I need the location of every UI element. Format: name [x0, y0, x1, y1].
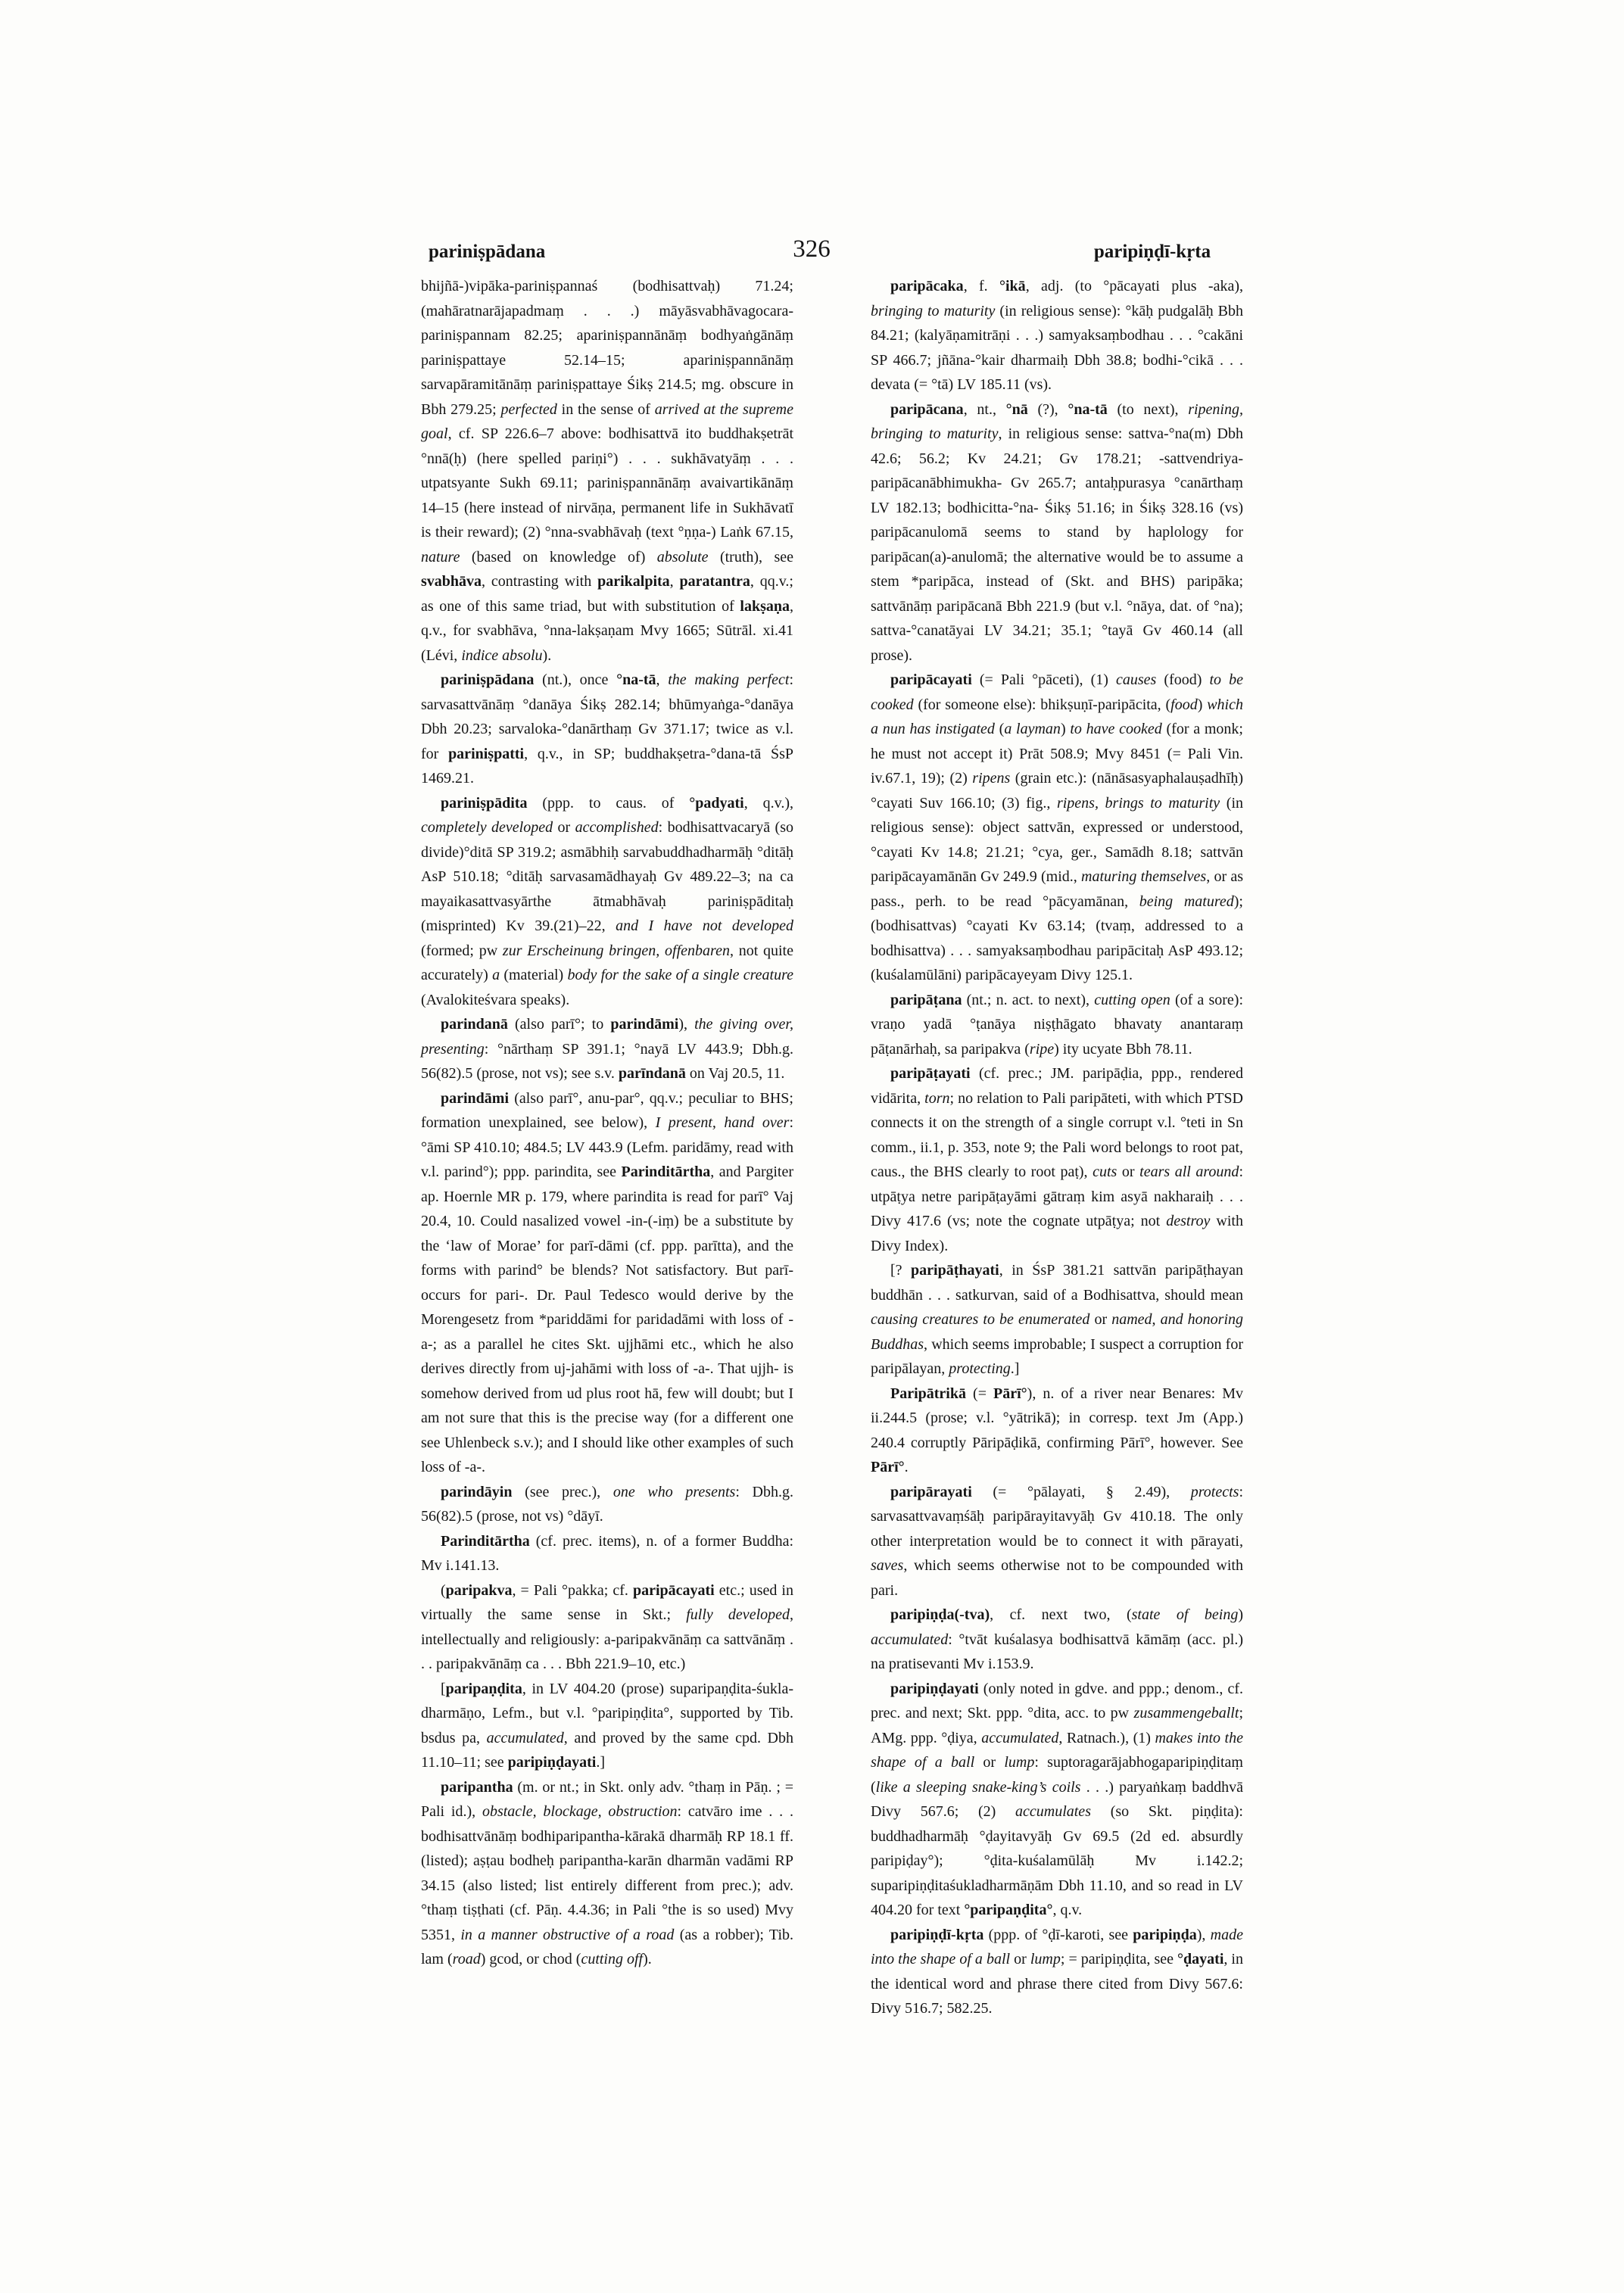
- bold-run: °ḍayati: [1177, 1951, 1224, 1967]
- text-run: in the sense of: [556, 400, 655, 418]
- text-run: ), n. of a river near Benares: Mv ii.244.5 (prose; v.l. °yātrikā); in corresp. text Jm (App.) 240.4 corruptly Pāripāḍikā, confirming Pārī°, however. See: [871, 1385, 1243, 1451]
- text-run: ; = paripiṇḍita, see: [1060, 1951, 1178, 1967]
- text-run: (: [441, 1581, 446, 1599]
- bold-run: Parinditārtha: [621, 1164, 711, 1180]
- italic-run: lump: [1030, 1951, 1061, 1967]
- italic-run: zur Erscheinung bringen, offenbaren: [502, 942, 730, 959]
- bold-run: paripāṭana: [890, 991, 962, 1008]
- bold-run: paripiṇḍayati: [890, 1680, 979, 1697]
- text-run: (Avalokiteśvara speaks).: [421, 991, 570, 1008]
- text-run: or: [1117, 1164, 1140, 1180]
- italic-run: tears all around: [1139, 1164, 1239, 1180]
- left-column: [421, 274, 793, 1972]
- text-run: , and proved by the same cpd. Dbh 11.10–11; see: [421, 1729, 793, 1771]
- text-run: (in religious sense): object sattvān, expressed or understood, °cayati Kv 14.8; 21.21; °cya, ger., Samādh 8.18; sattvān paripācayamānān Gv 249.9 (mid.,: [871, 794, 1243, 885]
- italic-run: accomplished: [575, 819, 659, 836]
- text-run: ,: [656, 671, 669, 688]
- text-run: (for someone else): bhikṣuṇī-paripācita, (: [913, 696, 1171, 713]
- text-run: , q.v.),: [743, 794, 793, 812]
- dictionary-entry: [421, 1775, 793, 1972]
- text-run: (=: [966, 1385, 993, 1402]
- italic-run: in a manner obstructive of a road: [460, 1926, 675, 1943]
- text-run: , = Pali °pakka; cf.: [512, 1581, 633, 1599]
- italic-run: ripens: [972, 770, 1011, 787]
- bold-run: pariniṣpādana: [441, 671, 535, 688]
- text-run: : °āmi SP 410.10; 484.5; LV 443.9 (Lefm. paridāmy, read with v.l. parind°); ppp. parindita, see: [421, 1114, 793, 1180]
- italic-run: absolute: [656, 548, 709, 565]
- text-run: (m. or nt.; in Skt. only adv. °thaṃ in Pāṇ. ; = Pali id.),: [421, 1778, 793, 1820]
- bold-run: Paripātrikā: [890, 1385, 966, 1402]
- text-run: ): [1060, 721, 1071, 737]
- bold-run: Pārī°: [993, 1385, 1027, 1402]
- dictionary-entry: [871, 1677, 1243, 1923]
- text-run: (formed; pw: [421, 942, 503, 959]
- bold-run: Pārī°: [871, 1459, 905, 1475]
- text-run: (?),: [1027, 400, 1068, 418]
- dictionary-entry: [871, 1603, 1243, 1677]
- italic-run: which a nun has instigated: [871, 696, 1243, 737]
- text-run: : catvāro ime . . . bodhisattvānāṃ bodhiparipantha-kārakā dharmāḥ RP 18.1 ff. (listed); aṣṭau bodheḥ paripantha-karān dharmān vadāmi RP 34.15 (also listed; list entirely different from prec.); adv. °thaṃ tiṣṭhati (cf. Pāṇ. 4.4.36; in Pali °the is so used) Mvy 5351,: [421, 1803, 793, 1943]
- text-run: .: [904, 1459, 909, 1475]
- dictionary-entry: [871, 1061, 1243, 1258]
- dictionary-entry: [871, 1923, 1243, 2021]
- bold-run: paripāṭayati: [890, 1065, 971, 1082]
- italic-run: accumulated: [486, 1729, 564, 1746]
- text-run: (food): [1156, 671, 1210, 688]
- text-run: (nt.), once: [534, 671, 617, 688]
- text-run: (material): [500, 967, 568, 983]
- bold-run: paratantra: [679, 573, 750, 590]
- text-run: (cf. prec.; JM. paripāḍia, ppp., rendered vidārita,: [871, 1065, 1243, 1107]
- text-run: (in religious sense): °kāḥ pudgalāḥ Bbh 84.21; (kalyāṇamitrāṇi . . .) samyaksaṃbodhau . . . °cakāni SP 466.7; jñāna-°kair dharmaiḥ Dbh 38.8; bodhi-°cikā . . . devata (= °tā) LV 185.11 (vs).: [871, 302, 1243, 393]
- left-guide-word: pariniṣpādana: [429, 241, 546, 262]
- dictionary-entry: [871, 668, 1243, 988]
- bold-run: paripiṇḍī-kṛta: [890, 1926, 984, 1943]
- dictionary-entry: [871, 274, 1243, 397]
- italic-run: protecting: [949, 1360, 1011, 1377]
- text-run: (also parī°, anu-par°, qq.v.; peculiar to BHS; formation unexplained, see below),: [421, 1089, 793, 1131]
- text-run: , cf. SP 226.6–7 above: bodhisattvā ito buddhakṣetrāt °nnā(ḥ) (here spelled pariṇi°) . . . sukhāvatyāṃ . . . utpatsyante Sukh 69.11; pariniṣpannānāṃ avaivartikānāṃ 14–15 (here instead of nirvāṇa, permanent life in Sukhāvatī is their reward); (2) °nna-svabhāvaḥ (text °ṇṇa-) Laṅk 67.15,: [421, 425, 793, 541]
- italic-run: and honoring Buddhas: [871, 1311, 1243, 1353]
- bold-run: paripācaka: [890, 278, 964, 294]
- text-run: or: [974, 1754, 1005, 1771]
- bold-run: °nā: [1005, 400, 1028, 418]
- text-run: , q.v.: [1052, 1902, 1083, 1918]
- dictionary-entry: [421, 791, 793, 1013]
- italic-run: state of being: [1131, 1606, 1239, 1623]
- dictionary-entry: [871, 1382, 1243, 1480]
- bold-run: paripācana: [890, 400, 964, 418]
- text-run: with Divy Index).: [871, 1213, 1243, 1254]
- bold-run: paripāṭhayati: [911, 1262, 999, 1279]
- text-run: (so Skt. piṇḍita): buddhadharmāḥ °ḍayitavyāḥ Gv 69.5 (2d ed. absurdly paripiḍay°); °ḍita-kuśalamūlāḥ Mv i.142.2; suparipiṇḍitaśukladharmāṇām Dbh 11.10, and so read in LV 404.20 for text: [871, 1803, 1243, 1918]
- italic-run: indice absolu: [461, 646, 543, 664]
- italic-run: ripe: [1029, 1040, 1055, 1058]
- bold-run: °padyati: [689, 794, 744, 812]
- dictionary-entry: [871, 1258, 1243, 1382]
- text-run: (cf. prec. items), n. of a former Buddha: Mv i.141.13.: [421, 1532, 793, 1574]
- text-run: , and Pargiter ap. Hoernle MR p. 179, where parindita is read for parī° Vaj 20.4, 10. Could nasalized vowel -in-(-iṃ) be a substitute by the ‘law of Morae’ for parī-dāmi (cf. ppp. parītta), and the forms with parind° be blends? Not satisfactory. But parī- occurs for pari-. Dr. Paul Tedesco would derive by the Morengesetz from *pariddāmi for paridadāmi with loss of -a-; as a parallel he cites Skt. ujjhāmi etc., which he also derives directly from uj-jahāmi with loss of -a-. That ujjh- is somehow derived from ud plus root hā, few will doubt; but I am not sure that this is the precise way (for a different one see Uhlenbeck s.v.); and I should like other examples of such loss of -a-.: [421, 1164, 794, 1475]
- text-run: (based on knowledge of): [460, 548, 657, 565]
- text-run: bhijñā-)vipāka-pariniṣpannaś (bodhisattvaḥ) 71.24; (mahāratnarājapadmaṃ . . .) māyāsvabhāvagocara-pariniṣpannam 82.25; apariniṣpannānāṃ bodhyaṅgānāṃ pariniṣpattaye 52.14–15; apariniṣpannānāṃ sarvapāramitānāṃ pariniṣpattaye Śikṣ 214.5; mg. obscure in Bbh 279.25;: [421, 278, 793, 418]
- text-run: , which seems otherwise not to be compounded with pari.: [871, 1557, 1243, 1599]
- italic-run: one who presents: [613, 1483, 736, 1500]
- text-run: , which seems improbable; I suspect a corruption for paripālayan,: [871, 1335, 1243, 1377]
- text-run: , qq.v.; as one of this same triad, but with substitution of: [421, 573, 793, 615]
- text-run: ,: [669, 573, 680, 590]
- dictionary-entry: [421, 274, 793, 668]
- bold-run: paripācayati: [632, 1581, 715, 1599]
- text-run: , or as pass., perh. to be read °pācyamānan,: [871, 868, 1243, 910]
- text-run: ; no relation to Pali paripāteti, with which PTSD connects it on the strength of a single corrupt v.l. °teti in Sn comm., ii.1, p. 353, note 9; the Pali word belongs to root pat, caus., the BHS clearly to root paṭ),: [871, 1089, 1243, 1180]
- bold-run: °na-tā: [1068, 400, 1108, 418]
- italic-run: the giving over, presenting: [421, 1016, 793, 1058]
- text-run: (only noted in gdve. and ppp.; denom., cf. prec. and next; Skt. ppp. °dita, acc. to pw: [871, 1680, 1243, 1721]
- text-run: : sarvasattvānāṃ °danāya Śikṣ 282.14; bhūmyaṅga-°danāya Dbh 20.23; sarvaloka-°danārthaṃ Gv 371.17; twice as v.l. for: [421, 671, 793, 762]
- italic-run: food: [1170, 696, 1198, 713]
- text-run: etc.; used in virtually the same sense in Skt.;: [421, 1581, 793, 1623]
- text-run: [?: [890, 1262, 912, 1279]
- text-run: , f.: [963, 278, 999, 294]
- bold-run: paripantha: [441, 1778, 513, 1796]
- italic-run: obstacle, blockage, obstruction: [482, 1803, 678, 1820]
- italic-run: torn: [924, 1089, 950, 1107]
- text-run: : bodhisattvacaryā (so divide)°ditā SP 319.2; asmābhiḥ sarvabuddhadharmāḥ °ditāḥ AsP 510.18; °ditāḥ sarvasamādhayaḥ Gv 489.22–3; na ca mayaikasattvasyārthe ātmabhāvaḥ pariniṣpāditaḥ (misprinted) Kv 39.(21)–22,: [421, 819, 794, 934]
- italic-run: and I have not developed: [616, 918, 793, 934]
- text-run: ); (bodhisattvas) °cayati Kv 63.14; (tvaṃ, addressed to a bodhisattva) . . . samyaksaṃbodhau paripācitaḥ AsP 493.12; (kuśalamūlāni) paripācayeyam Divy 125.1.: [871, 893, 1243, 983]
- text-run: ).: [542, 646, 552, 664]
- italic-run: fully developed: [686, 1606, 790, 1623]
- text-run: ),: [1196, 1926, 1211, 1943]
- text-run: on Vaj 20.5, 11.: [685, 1065, 785, 1082]
- text-run: : Dbh.g. 56(82).5 (prose, not vs) °dāyī.: [421, 1483, 793, 1525]
- text-run: ): [1238, 1606, 1243, 1623]
- bold-run: parindāmi: [441, 1089, 510, 1107]
- italic-run: bringing to maturity: [871, 302, 996, 319]
- text-run: , nt.,: [963, 400, 1006, 418]
- text-run: ) ity ucyate Bbh 78.11.: [1054, 1040, 1192, 1058]
- text-run: (grain etc.): (nānāsasyaphalauṣadhīḥ) °cayati Suv 166.10; (3) fig.,: [871, 770, 1243, 812]
- italic-run: zusammengeballt: [1133, 1705, 1239, 1721]
- text-run: (truth), see: [708, 548, 793, 565]
- bold-run: paripiṇḍayati: [507, 1754, 597, 1771]
- text-run: , adj. (to °pācayati plus -aka),: [1025, 278, 1243, 294]
- bold-run: °paripaṇḍita°: [964, 1902, 1053, 1918]
- text-run: , in ŚsP 381.21 sattvān paripāṭhayan buddhān . . . satkurvan, said of a Bodhisattva, should mean: [871, 1262, 1243, 1304]
- italic-run: causing creatures to be enumerated: [871, 1311, 1090, 1328]
- italic-run: made into the shape of a ball: [871, 1926, 1243, 1967]
- text-run: , q.v., for svabhāva, °nna-lakṣaṇam Mvy 1665; Sūtrāl. xi.41 (Lévi,: [421, 597, 793, 664]
- text-run: ): [1197, 696, 1208, 713]
- bold-run: paripācayati: [890, 671, 972, 688]
- italic-run: ripening, bringing to maturity: [871, 400, 1243, 442]
- bold-run: paripakva: [445, 1581, 513, 1599]
- italic-run: saves: [871, 1557, 904, 1574]
- italic-run: ripens, brings to maturity: [1056, 794, 1220, 812]
- text-run: , intellectually and religiously: a-paripakvānāṃ ca sattvānāṃ . . . paripakvānāṃ ca . . . Bbh 221.9–10, etc.): [421, 1606, 793, 1672]
- bold-run: lakṣaṇa: [740, 597, 790, 615]
- text-run: (also parī°; to: [507, 1016, 611, 1033]
- italic-run: accumulated: [981, 1729, 1059, 1746]
- page-number: 326: [793, 235, 831, 263]
- dictionary-entry: [421, 1677, 793, 1775]
- text-run: : suptoragarājabhogaparipiṇḍitaṃ (: [871, 1754, 1243, 1796]
- bold-run: svabhāva: [421, 573, 482, 590]
- bold-run: °ikā: [999, 278, 1026, 294]
- text-run: (to next),: [1107, 400, 1189, 418]
- italic-run: maturing themselves: [1081, 868, 1207, 885]
- italic-run: cuts: [1093, 1164, 1117, 1180]
- text-run: ; AMg. ppp. °ḍiya,: [871, 1705, 1243, 1746]
- text-run: ,: [1152, 1311, 1161, 1328]
- text-run: . . .) paryaṅkaṃ baddhvā Divy 567.6; (2): [871, 1778, 1243, 1820]
- italic-run: like a sleeping snake-king’s coils: [875, 1778, 1081, 1796]
- dictionary-entry: [421, 1086, 793, 1480]
- text-run: (= °pālayati, § 2.49),: [971, 1483, 1191, 1500]
- text-run: (as a robber); Tib. lam (: [421, 1926, 794, 1967]
- italic-run: a layman: [1004, 721, 1061, 737]
- text-run: , in religious sense: sattva-°na(m) Dbh 42.6; 56.2; Kv 24.21; Gv 178.21; -sattvendriya-paripācanābhimukha- Gv 265.7; antaḥpurasya °canārthaṃ LV 182.13; bodhicitta-°na- Śikṣ 51.16; in Śikṣ 328.16 (vs) paripācanulomā seems to stand by haplology for paripācan(a)-anulomā; the alternative would be to assume a stem *paripāca, instead of (Skt. and BHS) paripāka; sattvānāṃ paripācanā Bbh 221.9 (but v.l. °nāya, dat. of °na); sattva-°canatāyai LV 34.21; 35.1; °tayā Gv 460.14 (all prose).: [871, 425, 1243, 664]
- dictionary-entry: [871, 397, 1243, 668]
- text-run: : utpāṭya netre paripāṭayāmi gātraṃ kim asyā nakharaiḥ . . . Divy 417.6 (vs; note the cognate utpāṭya; not: [871, 1164, 1243, 1229]
- bold-run: parindanā: [441, 1016, 508, 1033]
- bold-run: pariniṣpādita: [441, 794, 528, 812]
- text-run: [: [441, 1680, 446, 1697]
- text-run: , q.v., in SP; buddhakṣetra-°dana-tā ŚsP 1469.21.: [421, 745, 793, 787]
- bold-run: °na-tā: [616, 671, 656, 688]
- text-run: ),: [678, 1016, 695, 1033]
- text-run: , in the identical word and phrase there cited from Divy 567.6: Divy 516.7; 582.25.: [871, 1951, 1243, 2017]
- text-run: (ppp. to caus. of: [527, 794, 690, 812]
- dictionary-entry: [421, 1480, 793, 1529]
- italic-run: the making perfect: [668, 671, 790, 688]
- italic-run: to be cooked: [871, 671, 1244, 713]
- text-run: : °nārthaṃ SP 391.1; °nayā LV 443.9; Dbh.g. 56(82).5 (prose, not vs); see s.v.: [421, 1040, 793, 1082]
- text-run: (: [994, 721, 1005, 737]
- text-run: ) gcod, or chod (: [480, 1951, 581, 1967]
- italic-run: causes: [1116, 671, 1157, 688]
- dictionary-entry: [871, 988, 1243, 1062]
- italic-run: accumulated: [871, 1631, 949, 1648]
- text-run: .]: [596, 1754, 605, 1771]
- italic-run: to have cooked: [1070, 721, 1162, 737]
- text-run: , not quite accurately): [421, 942, 793, 983]
- italic-run: I present, hand over: [655, 1114, 790, 1131]
- italic-run: completely developed: [421, 819, 553, 836]
- italic-run: lump: [1004, 1754, 1035, 1771]
- italic-run: protects: [1190, 1483, 1239, 1500]
- text-run: (= Pali °pāceti), (1): [971, 671, 1116, 688]
- italic-run: perfected: [500, 400, 557, 418]
- text-run: : °tvāt kuśalasya bodhisattvā kāmāṃ (acc. pl.) na pratisevanti Mv i.153.9.: [871, 1631, 1243, 1672]
- italic-run: road: [452, 1951, 481, 1967]
- italic-run: accumulates: [1015, 1803, 1091, 1820]
- italic-run: cutting off: [581, 1951, 644, 1967]
- italic-run: a: [492, 967, 500, 983]
- italic-run: arrived at the supreme goal: [421, 400, 793, 442]
- text-run: , in LV 404.20 (prose) suparipaṇḍita-śukla-dharmāṇo, Lefm., but v.l. °paripiṇḍita°, supported by Tib. bsdus pa,: [421, 1680, 793, 1746]
- dictionary-entry: [421, 1529, 793, 1578]
- text-run: : sarvasattvavaṃśāḥ paripārayitavyāḥ Gv 410.18. The only other interpretation would be to connect it with pārayati,: [871, 1483, 1243, 1550]
- text-run: (for a monk; he must not accept it) Prāt 508.9; Mvy 8451 (= Pali Vin. iv.67.1, 19); (2): [871, 721, 1243, 787]
- right-guide-word: paripiṇḍī-kṛta: [1093, 241, 1211, 262]
- text-run: ).: [643, 1951, 652, 1967]
- bold-run: pariniṣpatti: [448, 745, 525, 762]
- bold-run: paripaṇḍita: [445, 1680, 522, 1697]
- dictionary-entry: [421, 1012, 793, 1086]
- bold-run: paripiṇḍa: [1133, 1926, 1197, 1943]
- italic-run: named: [1111, 1311, 1152, 1328]
- bold-run: paripārayati: [890, 1483, 972, 1500]
- text-run: or: [1010, 1951, 1030, 1967]
- bold-run: parīndanā: [618, 1065, 686, 1082]
- italic-run: makes into the shape of a ball: [871, 1729, 1243, 1771]
- bold-run: parindāyin: [441, 1483, 513, 1500]
- text-run: , Ratnach.), (1): [1058, 1729, 1155, 1746]
- bold-run: parindāmi: [610, 1016, 679, 1033]
- bold-run: Parinditārtha: [441, 1532, 530, 1550]
- bold-run: parikalpita: [597, 573, 670, 590]
- text-run: (ppp. of °ḍī-karoti, see: [983, 1926, 1133, 1943]
- italic-run: being matured: [1139, 893, 1234, 910]
- text-run: (of a sore): vraṇo yadā °ṭanāya niṣṭhāgato bhavaty anantaraṃ pāṭanārhaḥ, sa paripakva (: [871, 991, 1244, 1058]
- dictionary-entry: [421, 1578, 793, 1677]
- dictionary-entry: [421, 668, 793, 791]
- dictionary-entry: [871, 1480, 1243, 1603]
- bold-run: paripiṇḍa(-tva): [890, 1606, 990, 1623]
- text-run: or: [553, 819, 575, 836]
- text-run: (see prec.),: [512, 1483, 613, 1500]
- right-column: [871, 274, 1243, 2021]
- text-run: or: [1089, 1311, 1112, 1328]
- text-run: (nt.; n. act. to next),: [962, 991, 1095, 1008]
- text-run: .]: [1010, 1360, 1020, 1377]
- italic-run: destroy: [1166, 1213, 1211, 1229]
- text-run: , cf. next two, (: [990, 1606, 1132, 1623]
- italic-run: cutting open: [1094, 991, 1170, 1008]
- italic-run: nature: [421, 548, 460, 565]
- text-run: , contrasting with: [482, 573, 598, 590]
- italic-run: body for the sake of a single creature: [567, 967, 793, 983]
